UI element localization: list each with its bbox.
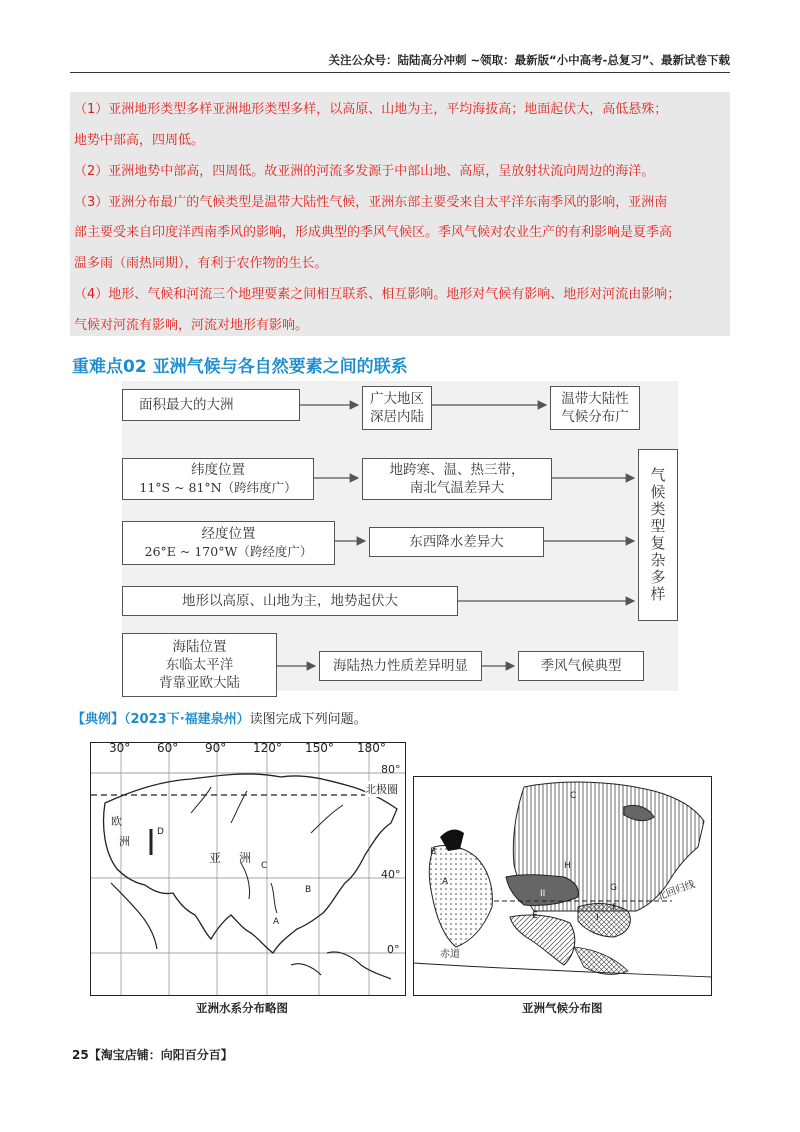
- climate-region-label: E: [532, 911, 538, 921]
- node-text: 东临太平洋: [165, 657, 234, 673]
- lon-label: 120°: [253, 741, 282, 755]
- node-three-zones: [362, 458, 552, 500]
- page-footer: [72, 1046, 233, 1063]
- climate-flow-diagram: [122, 381, 678, 691]
- example-source: （2023下·福建泉州）: [124, 712, 250, 727]
- answer-line: （1）亚洲地形类型多样亚洲地形类型多样，以高原、山地为主，平均海拔高；地面起伏大，高低悬殊；: [74, 102, 668, 117]
- climate-region-label: G: [610, 883, 617, 893]
- arctic-circle-label: 北极圈: [365, 783, 398, 796]
- node-text: 广大地区: [370, 391, 424, 407]
- example-text: 读图完成下列问题。: [249, 712, 367, 727]
- node-text: 26°E ~ 170°W（跨经度广）: [144, 544, 313, 559]
- example-prompt: [72, 708, 367, 727]
- node-terrain: [122, 586, 458, 616]
- river-mark: C: [261, 861, 268, 871]
- climate-region-label: F: [612, 903, 618, 913]
- node-text: 纬度位置: [191, 462, 245, 478]
- answer-line: （4）地形、气候和河流三个地理要素之间相互联系、相互影响。地形对气候有影响、地形对河流由影响；: [74, 287, 681, 302]
- equator-label: 赤道: [440, 949, 460, 960]
- lon-label: 150°: [305, 741, 334, 755]
- node-text: 气候分布广: [561, 409, 629, 425]
- node-text: 海陆热力性质差异明显: [333, 658, 468, 674]
- lon-label: 30°: [109, 741, 131, 755]
- lon-label: 90°: [205, 741, 227, 755]
- region-label: 洲: [239, 851, 252, 865]
- node-precipitation: [369, 527, 544, 557]
- node-longitude: [122, 521, 335, 565]
- climate-region-label: A: [442, 877, 449, 887]
- node-monsoon: [518, 651, 644, 681]
- example-tag: 【典例】: [72, 712, 125, 727]
- node-text: 南北气温差异大: [409, 480, 505, 496]
- region-label: 亚: [209, 851, 222, 865]
- region-label: 欧: [111, 815, 122, 828]
- node-text: 地形以高原、山地为主，地势起伏大: [182, 593, 398, 609]
- node-char: 复: [650, 534, 666, 552]
- section-title: 重难点02 亚洲气候与各自然要素之间的联系: [72, 357, 408, 377]
- answer-line: 部主要受来自印度洋西南季风的影响，形成典型的季风气候区。季风气候对农业生产的有利影响是夏季高: [74, 225, 673, 240]
- river-mark: D: [157, 827, 164, 837]
- header-text: 关注公众号：陆陆高分冲刺 ~领取：最新版“小中高考-总复习”、最新试卷下载: [328, 53, 730, 67]
- node-continental-climate: [550, 386, 640, 430]
- node-inland: [362, 386, 432, 430]
- answer-line: （2）亚洲地势中部高，四周低。故亚洲的河流多发源于中部山地、高原，呈放射状流向周边的海洋。: [74, 164, 655, 179]
- node-text: 海陆位置: [172, 639, 227, 655]
- climate-region-label: II: [540, 889, 546, 899]
- river-mark: B: [305, 885, 312, 895]
- node-text: 季风气候典型: [540, 658, 622, 674]
- node-char: 气: [650, 466, 666, 484]
- node-latitude: [122, 458, 314, 500]
- page-number: 25: [72, 1048, 89, 1062]
- climate-region-label: H: [564, 861, 571, 871]
- node-sea-land-position: [122, 633, 277, 697]
- node-climate-complex: [638, 449, 678, 621]
- node-text: 深居内陆: [370, 409, 424, 425]
- climate-region-label: I: [596, 913, 599, 923]
- node-text: 面积最大的大洲: [139, 397, 234, 413]
- river-mark: A: [273, 917, 280, 927]
- river-map-caption: 亚洲水系分布略图: [196, 1001, 288, 1015]
- node-largest-continent: [122, 389, 300, 421]
- node-text: 背靠亚欧大陆: [159, 675, 240, 691]
- lat-label: 0°: [387, 943, 400, 956]
- node-text: 11°S ~ 81°N（跨纬度广）: [139, 480, 297, 495]
- node-char: 多: [650, 568, 666, 586]
- lon-label: 180°: [357, 741, 386, 755]
- node-char: 候: [650, 483, 666, 501]
- node-thermal-difference: [319, 651, 482, 681]
- climate-region-label: B: [430, 847, 437, 857]
- answer-line: 温多雨（雨热同期），有利于农作物的生长。: [74, 256, 328, 271]
- node-char: 样: [650, 585, 666, 603]
- lon-label: 60°: [157, 741, 179, 755]
- climate-region-label: C: [570, 791, 577, 801]
- river-map-graphic: [91, 743, 405, 995]
- node-text: 经度位置: [201, 526, 256, 542]
- page-header: [70, 46, 730, 73]
- answer-line: 地势中部高，四周低。: [74, 133, 205, 148]
- region-label: 洲: [119, 835, 130, 848]
- node-text: 东西降水差异大: [409, 534, 504, 550]
- answer-line: 气候对河流有影响，河流对地形有影响。: [74, 318, 309, 333]
- node-text: 温带大陆性: [561, 391, 629, 407]
- asia-river-map: [90, 742, 406, 996]
- node-text: 地跨寒、温、热三带，: [389, 462, 525, 478]
- answer-line: （3）亚洲分布最广的气候类型是温带大陆性气候，亚洲东部主要受来自太平洋东南季风的影响，亚洲南: [74, 195, 668, 210]
- tropic-of-cancer-label: 北回归线: [655, 879, 697, 904]
- asia-climate-map: [413, 776, 712, 996]
- node-char: 杂: [650, 551, 666, 569]
- shop-label: 【淘宝店铺：向阳百分百】: [88, 1048, 233, 1062]
- lat-label: 80°: [381, 763, 401, 776]
- node-char: 型: [650, 517, 666, 535]
- answer-box: [70, 92, 730, 336]
- node-char: 类: [650, 500, 666, 518]
- lat-label: 40°: [381, 868, 401, 881]
- climate-map-caption: 亚洲气候分布图: [522, 1001, 603, 1015]
